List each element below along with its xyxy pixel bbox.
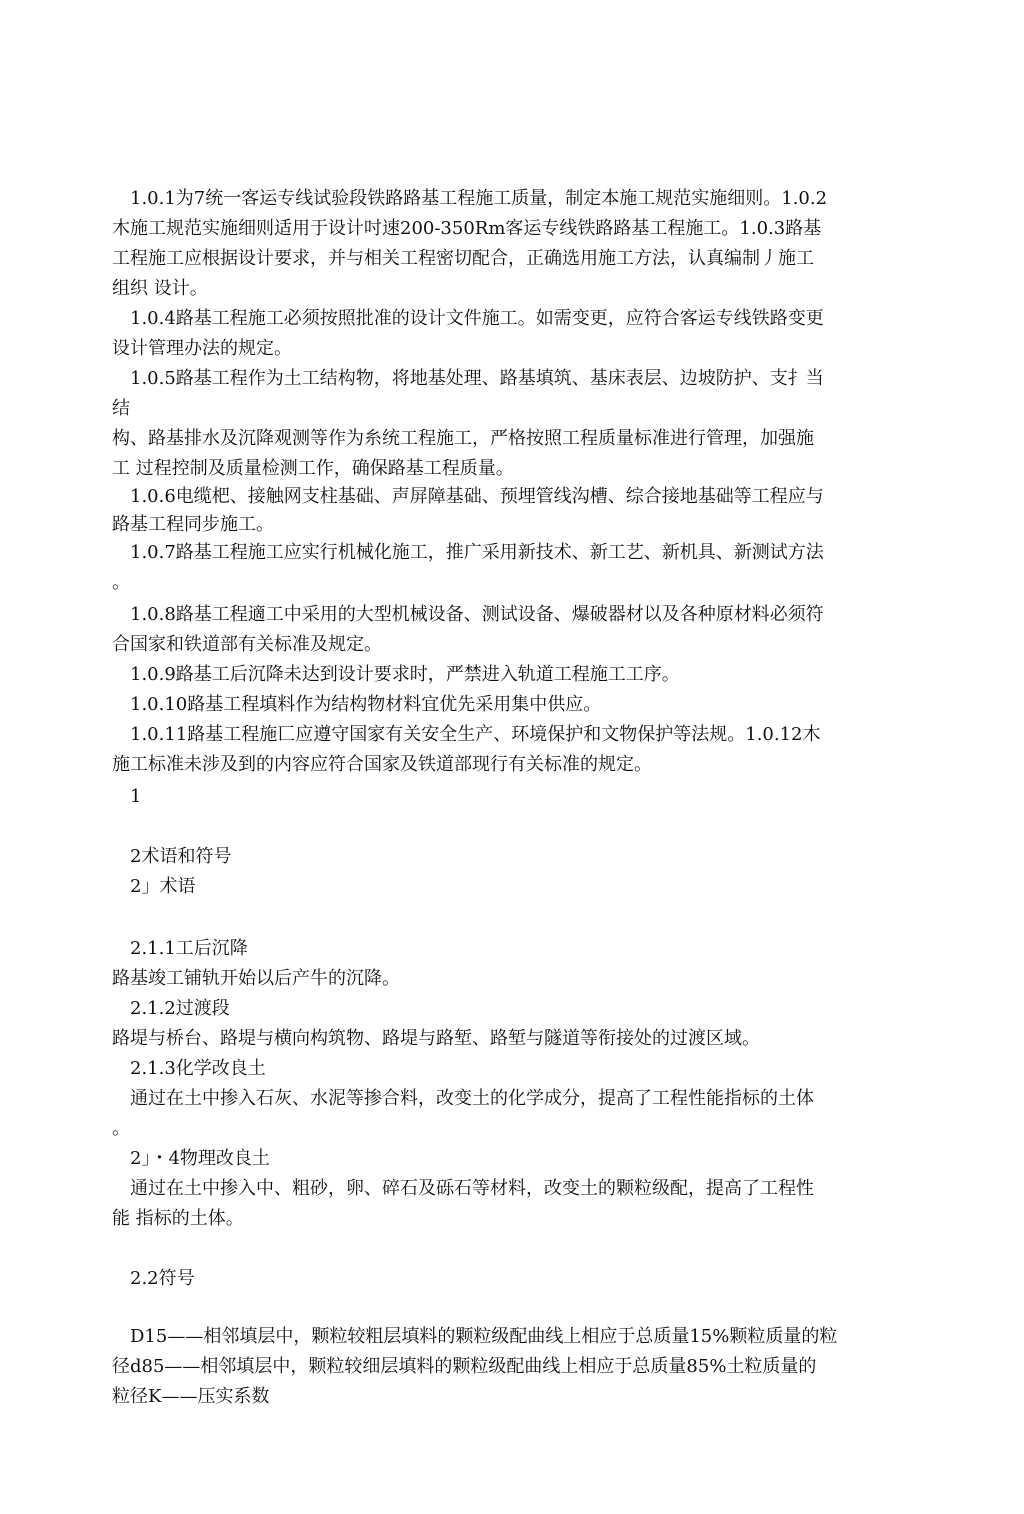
text-line: 。 <box>112 572 130 593</box>
text-line: 结 <box>112 398 130 419</box>
term-definition: 路堤与桥台、路堤与横向构筑物、路堤与路堑、路堑与隧道等衔接处的过渡区域。 <box>112 1028 760 1049</box>
term-definition: 路基竣工铺轨开始以后产牛的沉降。 <box>112 968 400 989</box>
text-line: 1.0.6电缆杷、接触网支柱基础、声屏障基础、预埋管线沟槽、综合接地基础等工程应与 <box>130 486 824 507</box>
chapter-heading: 2术语和符号 <box>130 846 232 867</box>
text-line: 1.0.4路基工程施工必须按照批准的设计文件施工。如需变更，应符合客运专线铁路变更 <box>130 308 824 329</box>
term-definition: 。 <box>112 1118 130 1139</box>
text-line: 组织 设计。 <box>112 278 208 299</box>
text-line: 木施工规范实施细则适用于设计吋速200-350Rm客运专线铁路路基工程施工。1.0.3路基 <box>112 218 822 239</box>
term-heading: 2」・4物理改良土 <box>130 1148 270 1169</box>
text-line: 1.0.5路基工程作为土工结构物，将地基处理、路基填筑、基床表层、边坡防护、支扌当 <box>130 368 824 389</box>
term-definition: 能 指标的土体。 <box>112 1208 244 1229</box>
text-line: 设计管理办法的规定。 <box>112 338 292 359</box>
text-line: 工程施工应根据设计要求，并与相关工程密切配合，正确选用施工方法，认真编制丿施工 <box>112 248 814 269</box>
text-line: 1.0.11路基工程施匸应遵守国家有关安全生产、环境保护和文物保护等法规。1.0.12木 <box>130 724 821 745</box>
symbol-definition: 径d85——相邻填层中，颗粒较细层填料的颗粒级配曲线上相应于总质量85%土粒质量的 <box>112 1356 817 1377</box>
symbol-definition: D15——相邻填层中，颗粒较粗层填料的颗粒级配曲线上相应于总质量15%颗粒质量的粒 <box>130 1326 838 1347</box>
text-line: 1.0.1为7统一客运专线试验段铁路路基工程施工质量，制定本施工规范实施细则。1.0.2 <box>130 188 828 209</box>
text-line: 1.0.9路基工后沉降未达到设计要求时，严禁进入轨道工程施工工序。 <box>130 664 680 685</box>
text-line: 构、路基排水及沉降观测等作为糸统工程施工，严格按照工程质量标准进行管理，加强施 <box>112 428 814 449</box>
text-line: 1.0.8路基工程適工中采用的大型机械设备、测试设备、爆破器材以及各种原材料必须符 <box>130 604 824 625</box>
term-heading: 2.1.3化学改良土 <box>130 1058 266 1079</box>
symbol-definition: 粒径K——压实系数 <box>112 1386 270 1407</box>
term-heading: 2.1.2过渡段 <box>130 998 230 1019</box>
text-line: 合国家和铁道部有关标准及规定。 <box>112 634 382 655</box>
section-heading: 2.2符号 <box>130 1268 195 1289</box>
text-line: 工 过程控制及质量检测工作，确保路基工程质量。 <box>112 458 514 479</box>
text-line: 路基工程同步施工。 <box>112 514 274 535</box>
term-heading: 2.1.1工后沉降 <box>130 938 248 959</box>
text-line: 施工标准未涉及到的内容应符合国家及铁道部现行有关标准的规定。 <box>112 754 652 775</box>
page-number: 1 <box>130 786 142 807</box>
text-line: 1.0.10路基工程填料作为结构物材料宜优先采用集中供应。 <box>130 694 602 715</box>
text-line: 1.0.7路基工程施工应实行机械化施工，推广采用新技术、新工艺、新机具、新测试方法 <box>130 542 824 563</box>
term-definition: 通过在土中掺入中、粗砂，卵、碎石及砾石等材料，改变土的颗粒级配，提高了工程性 <box>130 1178 814 1199</box>
term-definition: 通过在土中掺入石灰、水泥等掺合料，改变土的化学成分，提高了工程性能指标的土体 <box>130 1088 814 1109</box>
section-heading: 2」术语 <box>130 876 196 897</box>
